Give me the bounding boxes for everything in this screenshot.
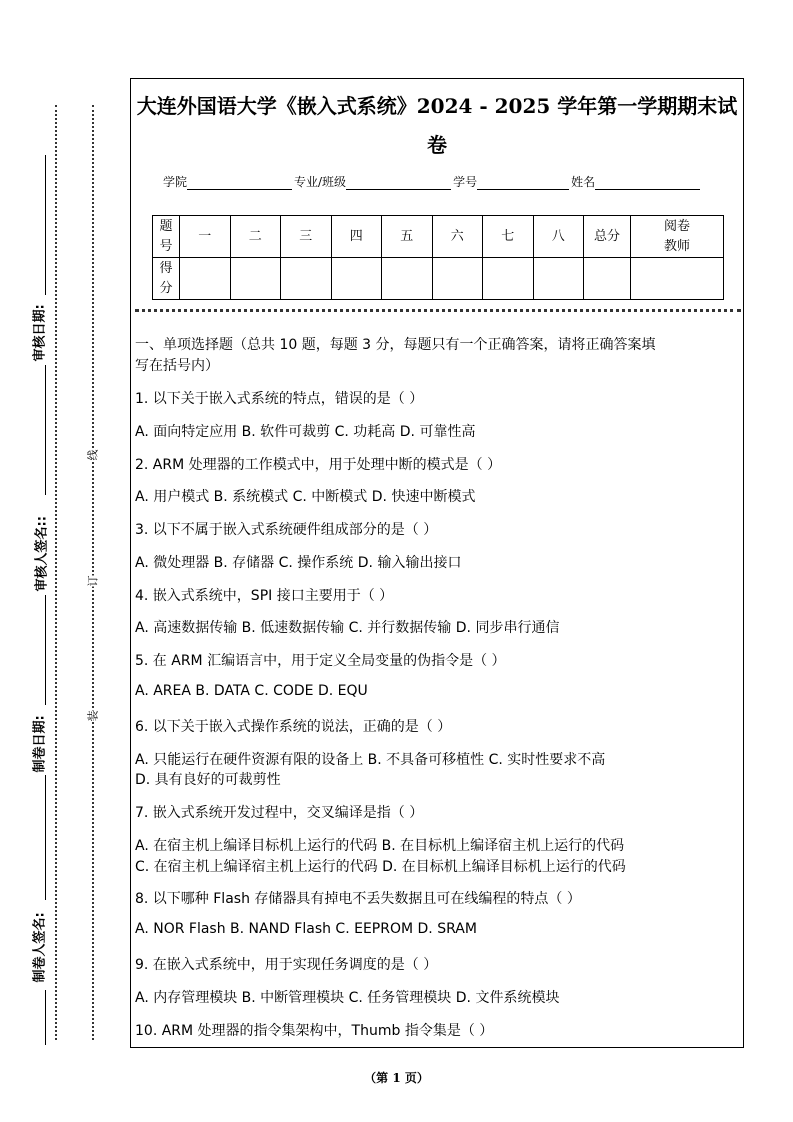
question-text: 1. 以下关于嵌入式系统的特点，错误的是（ ） <box>135 391 424 407</box>
question-text: 9. 在嵌入式系统中，用于实现任务调度的是（ ） <box>135 957 438 973</box>
make-date-underline <box>45 595 46 705</box>
score-cell <box>584 258 631 300</box>
question-options: A. NOR Flash B. NAND Flash C. EEPROM D. SRAM <box>135 921 477 937</box>
col-4: 四 <box>331 216 382 258</box>
question-options: A. AREA B. DATA C. CODE D. EQU <box>135 683 368 699</box>
question-options: A. 用户模式 B. 系统模式 C. 中断模式 D. 快速中断模式 <box>135 489 476 505</box>
reviewer-sign-label: 审核人签名:: <box>34 516 50 592</box>
college-label: 学院 <box>163 175 188 189</box>
col-8: 八 <box>533 216 584 258</box>
score-cell <box>432 258 483 300</box>
make-date-label: 制卷日期: <box>32 715 48 773</box>
question-options: C. 在宿主机上编译宿主机上运行的代码 D. 在目标机上编译目标机上运行的代码 <box>135 859 626 875</box>
section-heading: 一、单项选择题（总共 10 题，每题 3 分，每题只有一个正确答案，请将正确答案填 <box>135 337 656 353</box>
class-field[interactable] <box>346 177 451 190</box>
question-text: 3. 以下不属于嵌入式系统硬件组成部分的是（ ） <box>135 522 438 538</box>
question-text: 10. ARM 处理器的指令集架构中，Thumb 指令集是（ ） <box>135 1023 494 1039</box>
reviewer-sign-underline <box>45 365 46 495</box>
col-2: 二 <box>230 216 281 258</box>
question-options: A. 在宿主机上编译目标机上运行的代码 B. 在目标机上编译宿主机上运行的代码 <box>135 838 625 854</box>
exam-title-cont: 卷 <box>427 133 447 157</box>
question-text: 6. 以下关于嵌入式操作系统的说法，正确的是（ ） <box>135 719 452 735</box>
question-text: 5. 在 ARM 汇编语言中，用于定义全局变量的伪指令是（ ） <box>135 653 506 669</box>
question-text: 2. ARM 处理器的工作模式中，用于处理中断的模式是（ ） <box>135 457 502 473</box>
col-grader: 阅卷 教师 <box>631 216 724 258</box>
student-id-field[interactable] <box>477 177 569 190</box>
name-label: 姓名 <box>571 175 596 189</box>
exam-title: 大连外国语大学《嵌入式系统》2024 - 2025 学年第一学期期末试 <box>136 94 738 118</box>
col-total: 总分 <box>584 216 631 258</box>
separator-dotted <box>135 309 741 312</box>
student-id-label: 学号 <box>453 175 478 189</box>
score-cell <box>281 258 332 300</box>
question-options: A. 只能运行在硬件资源有限的设备上 B. 不具备可移植性 C. 实时性要求不高 <box>135 752 606 768</box>
maker-sign-underline <box>45 775 46 900</box>
col-7: 七 <box>483 216 534 258</box>
question-options: D. 具有良好的可裁剪性 <box>135 772 281 788</box>
cut-line-outer <box>55 105 57 1040</box>
col-1: 一 <box>180 216 231 258</box>
question-options: A. 高速数据传输 B. 低速数据传输 C. 并行数据传输 D. 同步串行通信 <box>135 620 560 636</box>
review-date-label: 审核日期: <box>32 304 48 362</box>
row-label-question: 题 号 <box>153 216 180 258</box>
question-text: 7. 嵌入式系统开发过程中，交叉编译是指（ ） <box>135 805 424 821</box>
question-text: 8. 以下哪种 Flash 存储器具有掉电不丢失数据且可在线编程的特点（ ） <box>135 891 581 907</box>
score-cell <box>180 258 231 300</box>
question-options: A. 内存管理模块 B. 中断管理模块 C. 任务管理模块 D. 文件系统模块 <box>135 990 560 1006</box>
table-row <box>153 258 724 300</box>
college-field[interactable] <box>187 177 292 190</box>
bind-line-mark: 线 <box>86 449 100 461</box>
col-5: 五 <box>382 216 433 258</box>
col-6: 六 <box>432 216 483 258</box>
bind-bind-mark: 装 <box>86 710 100 722</box>
maker-sign-label: 制卷人签名: <box>32 912 48 983</box>
score-cell <box>331 258 382 300</box>
bind-staple-mark: 订 <box>86 575 100 587</box>
row-label-score: 得 分 <box>153 258 180 300</box>
question-options: A. 面向特定应用 B. 软件可裁剪 C. 功耗高 D. 可靠性高 <box>135 424 476 440</box>
page-number: （第 1 页） <box>364 1071 429 1085</box>
score-table <box>152 215 724 300</box>
question-text: 4. 嵌入式系统中，SPI 接口主要用于（ ） <box>135 588 394 604</box>
question-options: A. 微处理器 B. 存储器 C. 操作系统 D. 输入输出接口 <box>135 555 462 571</box>
score-cell <box>631 258 724 300</box>
student-info <box>163 173 702 190</box>
table-row <box>153 216 724 258</box>
cut-line-inner <box>92 105 94 1040</box>
review-date-underline <box>45 155 46 295</box>
col-3: 三 <box>281 216 332 258</box>
score-cell <box>382 258 433 300</box>
score-cell <box>533 258 584 300</box>
class-label: 专业/班级 <box>294 175 347 189</box>
score-cell <box>230 258 281 300</box>
maker-sign-underline-2 <box>45 990 46 1045</box>
section-heading-cont: 写在括号内） <box>135 358 219 374</box>
score-cell <box>483 258 534 300</box>
name-field[interactable] <box>595 177 700 190</box>
